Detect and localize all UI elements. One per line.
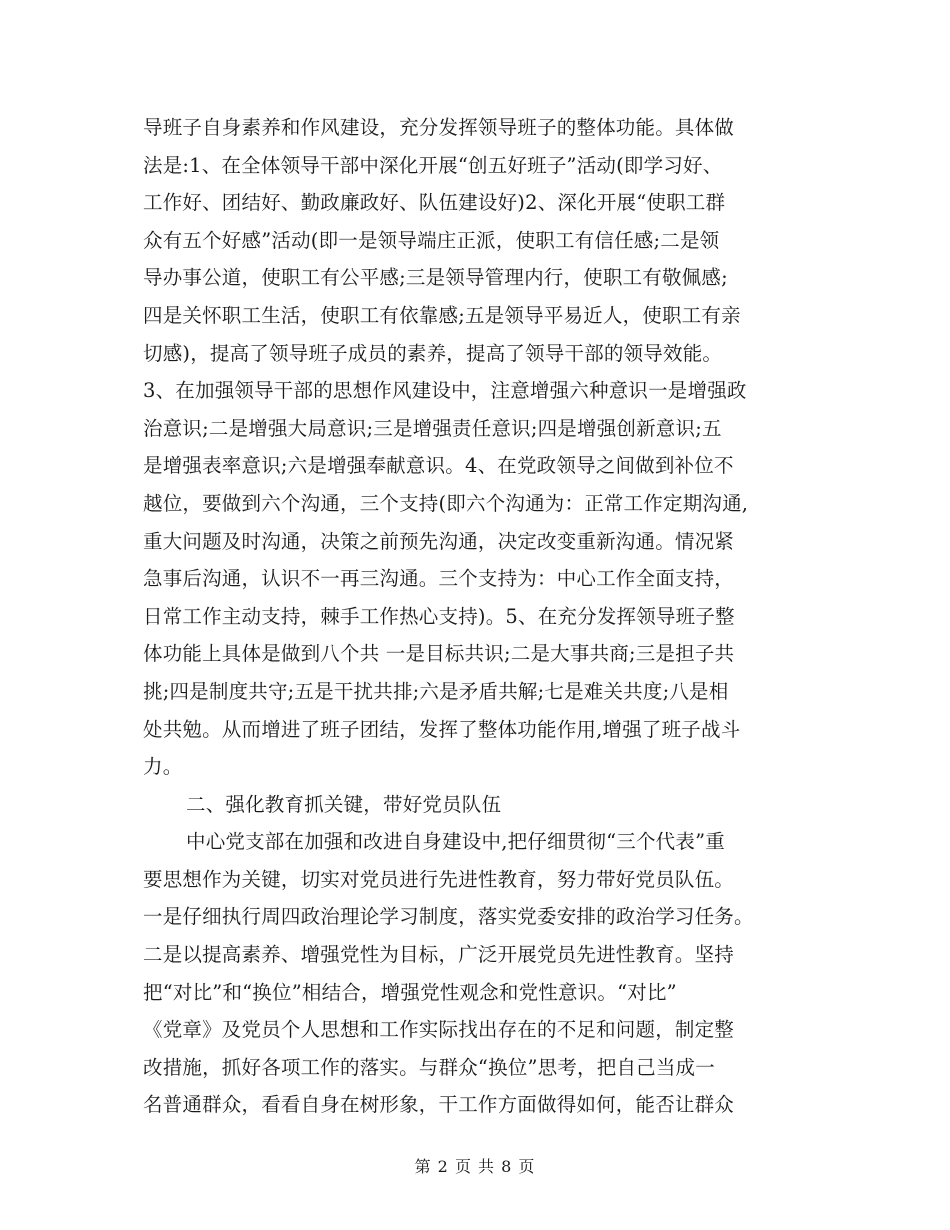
text-line: 越位，要做到六个沟通，三个支持(即六个沟通为：正常工作定期沟通, [143, 491, 749, 515]
text-line: 中心党支部在加强和改进自身建设中,把仔细贯彻“三个代表”重 [186, 830, 725, 854]
text-line: 要思想作为关键，切实对党员进行先进性教育，努力带好党员队伍。 [143, 867, 735, 891]
text-line: 日常工作主动支持，棘手工作热心支持)。5、在充分发挥领导班子整 [143, 604, 735, 628]
text-line: 二是以提高素养、增强党性为目标，广泛开展党员先进性教育。坚持 [143, 943, 735, 967]
section-heading: 二、强化教育抓关键，带好党员队伍 [186, 792, 502, 816]
text-line: 切感)，提高了领导班子成员的素养，提高了领导干部的领导效能。 [143, 341, 723, 365]
text-line: 3、在加强领导干部的思想作风建设中，注意增强六种意识一是增强政 [143, 379, 747, 403]
text-line: 处共勉。从而增进了班子团结，发挥了整体功能作用,增强了班子战斗 [143, 717, 741, 741]
page-number: 第 2 页 共 8 页 [414, 1157, 536, 1176]
text-line: 名普通群众，看看自身在树形象，干工作方面做得如何，能否让群众 [143, 1093, 735, 1117]
text-line: 挑;四是制度共守;五是干扰共排;六是矛盾共解;七是难关共度;八是相 [143, 679, 729, 703]
text-line: 体功能上具体是做到八个共 一是目标共识;二是大事共商;三是担子共 [143, 642, 735, 666]
text-line: 力。 [143, 755, 183, 779]
body-text [143, 109, 811, 1124]
text-line: 四是关怀职工生活，使职工有依靠感;五是领导平易近人，使职工有亲 [143, 303, 741, 327]
text-line: 法是:1、在全体领导干部中深化开展“创五好班子”活动(即学习好、 [143, 153, 723, 177]
text-line: 改措施，抓好各项工作的落实。与群众“换位”思考，把自己当成一 [143, 1055, 715, 1079]
text-line: 治意识;二是增强大局意识;三是增强责任意识;四是增强创新意识;五 [143, 416, 722, 440]
text-line: 一是仔细执行周四政治理论学习制度，落实党委安排的政治学习任务。 [143, 905, 754, 929]
text-line: 重大问题及时沟通，决策之前预先沟通，决定改变重新沟通。情况紧 [143, 529, 735, 553]
text-line: 《党章》及党员个人思想和工作实际找出存在的不足和问题，制定整 [143, 1018, 735, 1042]
text-line: 急事后沟通，认识不一再三沟通。三个支持为：中心工作全面支持， [143, 567, 735, 591]
text-line: 是增强表率意识;六是增强奉献意识。4、在党政领导之间做到补位不 [143, 454, 734, 478]
text-line: 把“对比”和“换位”相结合，增强党性观念和党性意识。“对比” [143, 980, 677, 1004]
text-line: 导办事公道，使职工有公平感;三是领导管理内行，使职工有敬佩感; [143, 266, 728, 290]
text-line: 导班子自身素养和作风建设，充分发挥领导班子的整体功能。具体做 [143, 116, 735, 139]
text-line: 工作好、团结好、勤政廉政好、队伍建设好)2、深化开展“使职工群 [143, 191, 726, 215]
text-line: 众有五个好感”活动(即一是领导端庄正派，使职工有信任感;二是领 [143, 228, 720, 252]
